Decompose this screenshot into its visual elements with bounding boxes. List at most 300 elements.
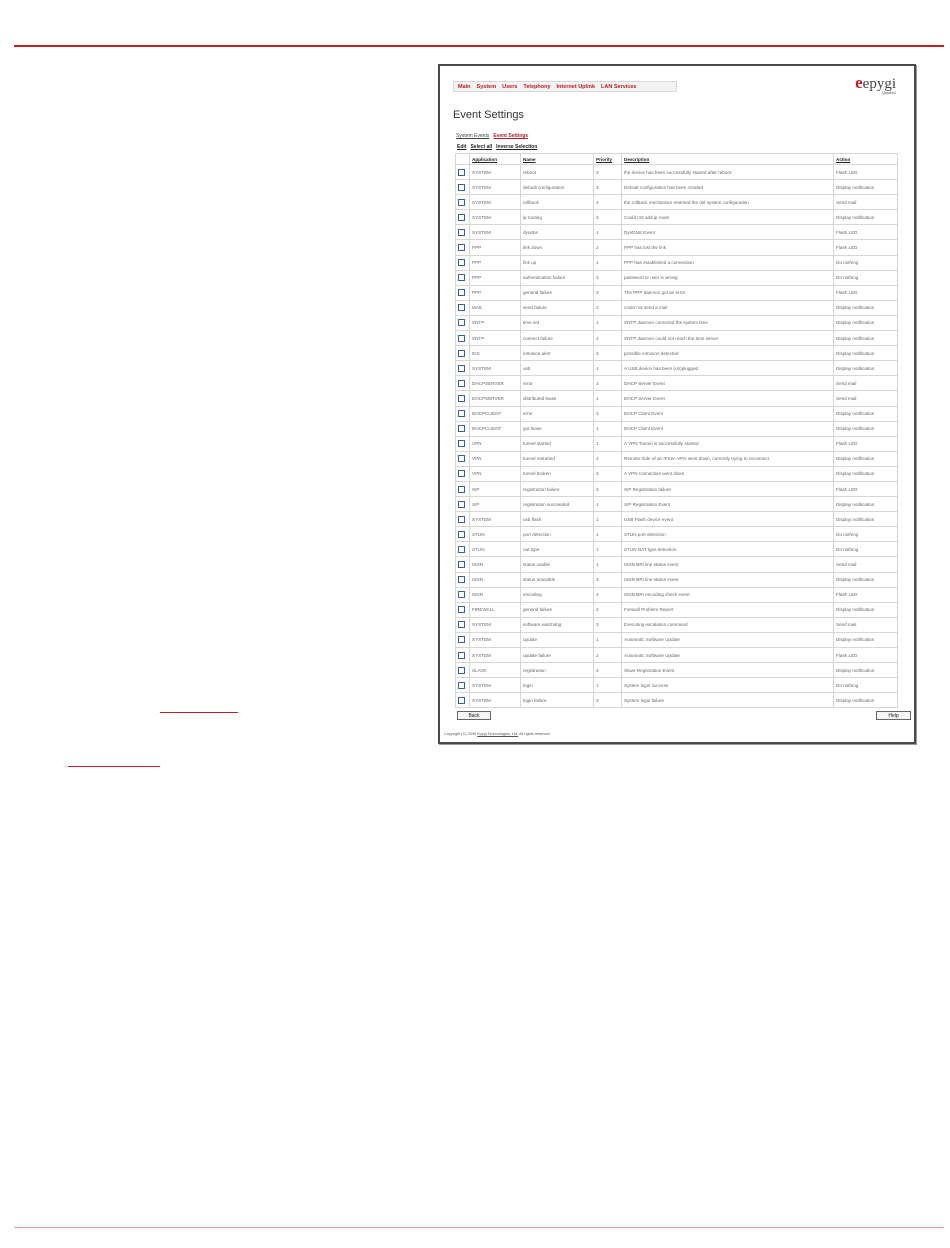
row-select-cell <box>456 331 470 346</box>
cell-description: A VPN Tunnel is successfully started <box>622 436 834 451</box>
cell-action: Display notification <box>834 346 898 361</box>
row-checkbox[interactable] <box>458 652 465 659</box>
table-row <box>456 331 898 346</box>
table-row <box>456 557 898 572</box>
cell-description: SNTP daemon corrected the system time <box>622 315 834 330</box>
row-checkbox[interactable] <box>458 470 465 477</box>
cell-application: PPP <box>470 255 521 270</box>
cell-name: rollback <box>521 195 594 210</box>
row-checkbox[interactable] <box>458 184 465 191</box>
cell-application: SYSTEM <box>470 165 521 180</box>
cell-action: Display notification <box>834 421 898 436</box>
cell-description: DHCP Server Event <box>622 391 834 406</box>
cell-priority: 1 <box>594 255 622 270</box>
row-checkbox[interactable] <box>458 199 465 206</box>
top-rule <box>14 45 944 47</box>
cell-description: ISDN BRI encoding check event <box>622 587 834 602</box>
cell-application: VPN <box>470 466 521 481</box>
cell-description: Slave Registration Event <box>622 663 834 678</box>
cell-action: Display notification <box>834 331 898 346</box>
row-checkbox[interactable] <box>458 425 465 432</box>
cell-name: status usable <box>521 557 594 572</box>
cell-priority: 2 <box>594 451 622 466</box>
table-row <box>456 678 898 693</box>
row-select-cell <box>456 451 470 466</box>
cell-description: A USB device has been (un)plugged <box>622 361 834 376</box>
cell-application: MAIL <box>470 300 521 315</box>
cell-name: usb <box>521 361 594 376</box>
cell-priority: 3 <box>594 165 622 180</box>
footer-company-link[interactable]: Epygi Technologies, Ltd. <box>477 732 519 736</box>
row-select-cell <box>456 300 470 315</box>
cell-description: The PPP daemon got an error <box>622 285 834 300</box>
cell-action: Send mail <box>834 617 898 632</box>
row-select-cell <box>456 210 470 225</box>
row-checkbox[interactable] <box>458 289 465 296</box>
row-select-cell <box>456 406 470 421</box>
row-select-cell <box>456 527 470 542</box>
cell-description: Automatic Software Update <box>622 632 834 647</box>
row-select-cell <box>456 270 470 285</box>
row-checkbox[interactable] <box>458 229 465 236</box>
row-checkbox[interactable] <box>458 455 465 462</box>
logo-model: QuadroX <box>881 91 896 95</box>
table-row <box>456 406 898 421</box>
cell-description: System login failure <box>622 693 834 708</box>
menu-item-telephony[interactable]: Telephony <box>523 83 551 90</box>
cell-priority: 1 <box>594 527 622 542</box>
cell-priority: 2 <box>594 648 622 663</box>
cell-application: SYSTEM <box>470 678 521 693</box>
cell-name: default configuration <box>521 180 594 195</box>
row-checkbox[interactable] <box>458 244 465 251</box>
cell-application: SYSTEM <box>470 632 521 647</box>
select-all-link[interactable]: Select all <box>470 144 493 150</box>
tab-system-events[interactable]: System Events <box>456 133 490 139</box>
cell-application: SYSTEM <box>470 512 521 527</box>
cell-application: SYSTEM <box>470 617 521 632</box>
table-row <box>456 481 898 496</box>
table-row <box>456 165 898 180</box>
cell-action: Send mail <box>834 376 898 391</box>
cell-action: Display notification <box>834 361 898 376</box>
cell-priority: 3 <box>594 406 622 421</box>
row-select-cell <box>456 285 470 300</box>
row-checkbox[interactable] <box>458 636 465 643</box>
row-select-cell <box>456 497 470 512</box>
edit-link[interactable]: Edit <box>457 144 467 150</box>
cell-priority: 1 <box>594 678 622 693</box>
cell-application: DHCPSERVER <box>470 376 521 391</box>
screenshot-frame <box>438 64 916 744</box>
cell-application: SYSTEM <box>470 361 521 376</box>
cell-name: nat type <box>521 542 594 557</box>
row-checkbox[interactable] <box>458 274 465 281</box>
row-checkbox[interactable] <box>458 561 465 568</box>
cell-priority: 3 <box>594 180 622 195</box>
table-row <box>456 195 898 210</box>
cell-application: DHCPSERVER <box>470 391 521 406</box>
cell-application: STUN <box>470 542 521 557</box>
cell-name: tunnel broken <box>521 466 594 481</box>
tab-event-settings[interactable]: Event Settings <box>493 133 529 139</box>
cell-name: error <box>521 376 594 391</box>
row-checkbox[interactable] <box>458 621 465 628</box>
cell-action: Flash LED <box>834 285 898 300</box>
table-row <box>456 587 898 602</box>
cell-name: registration failure <box>521 481 594 496</box>
table-row <box>456 315 898 330</box>
cell-description: could not send a mail <box>622 300 834 315</box>
cell-action: Display notification <box>834 497 898 512</box>
footer-prefix: Copyright (C) 2006 <box>444 732 478 736</box>
cell-application: VPN <box>470 436 521 451</box>
cell-description: the device has been successfully started after reboot <box>622 165 834 180</box>
row-checkbox[interactable] <box>458 516 465 523</box>
table-row <box>456 391 898 406</box>
cell-priority: 3 <box>594 617 622 632</box>
cell-priority: 3 <box>594 210 622 225</box>
table-row <box>456 648 898 663</box>
cell-application: DHCPCLIENT <box>470 421 521 436</box>
cell-name: tunnel restarted <box>521 451 594 466</box>
table-row <box>456 436 898 451</box>
cell-name: link down <box>521 240 594 255</box>
cell-name: dyndns <box>521 225 594 240</box>
row-select-cell <box>456 572 470 587</box>
row-select-cell <box>456 346 470 361</box>
row-select-cell <box>456 180 470 195</box>
cell-priority: 1 <box>594 421 622 436</box>
cell-application: SYSTEM <box>470 648 521 663</box>
cell-name: link up <box>521 255 594 270</box>
cell-name: distributed lease <box>521 391 594 406</box>
table-row <box>456 361 898 376</box>
cell-description: SIP Registration Event <box>622 497 834 512</box>
row-checkbox[interactable] <box>458 546 465 553</box>
cell-description: Automatic Software Update <box>622 648 834 663</box>
table-row <box>456 451 898 466</box>
row-checkbox[interactable] <box>458 214 465 221</box>
cell-priority: 1 <box>594 361 622 376</box>
table-actions <box>457 144 537 150</box>
table-row <box>456 466 898 481</box>
cell-action: Display notification <box>834 180 898 195</box>
cell-description: System login success <box>622 678 834 693</box>
row-checkbox[interactable] <box>458 304 465 311</box>
cell-application: ISDN <box>470 587 521 602</box>
row-checkbox[interactable] <box>458 486 465 493</box>
row-checkbox[interactable] <box>458 667 465 674</box>
cell-action: Display notification <box>834 602 898 617</box>
cell-action: Display notification <box>834 663 898 678</box>
cell-priority: 3 <box>594 346 622 361</box>
table-row <box>456 512 898 527</box>
cell-action: Display notification <box>834 451 898 466</box>
cell-priority: 3 <box>594 466 622 481</box>
table-body <box>456 165 898 708</box>
table-row <box>456 376 898 391</box>
cell-action: Do nothing <box>834 527 898 542</box>
cell-priority: 1 <box>594 315 622 330</box>
cell-description: Firewall Problem Report <box>622 602 834 617</box>
cell-priority: 3 <box>594 195 622 210</box>
cell-name: software watchdog <box>521 617 594 632</box>
cell-application: SIP <box>470 481 521 496</box>
row-select-cell <box>456 195 470 210</box>
row-select-cell <box>456 315 470 330</box>
cell-name: authentication failure <box>521 270 594 285</box>
cell-priority: 3 <box>594 572 622 587</box>
cell-description: ISDN BRI line status event <box>622 572 834 587</box>
table-row <box>456 346 898 361</box>
cell-application: SNTP <box>470 331 521 346</box>
table-header-row <box>456 154 898 165</box>
cell-action: Display notification <box>834 315 898 330</box>
row-select-cell <box>456 376 470 391</box>
cell-application: PPP <box>470 240 521 255</box>
cell-application: SYSTEM <box>470 180 521 195</box>
column-header-action[interactable]: Action <box>834 154 898 165</box>
row-select-cell <box>456 361 470 376</box>
cell-description: password or user is wrong <box>622 270 834 285</box>
table-row <box>456 240 898 255</box>
cell-application: IDS <box>470 346 521 361</box>
column-header-priority[interactable]: Priority <box>594 154 622 165</box>
cell-description: Remote Side of an IPSec-VPN went down, currently trying to reconnect <box>622 451 834 466</box>
cell-description: Could not add ip route <box>622 210 834 225</box>
row-checkbox[interactable] <box>458 410 465 417</box>
row-checkbox[interactable] <box>458 531 465 538</box>
row-select-cell <box>456 602 470 617</box>
cell-action: Flash LED <box>834 240 898 255</box>
cell-description: STUN port detection <box>622 527 834 542</box>
cell-name: encoding <box>521 587 594 602</box>
logo-mark-icon: e <box>855 73 863 92</box>
cell-description: Executing escalation command <box>622 617 834 632</box>
epygi-logo <box>855 73 896 95</box>
cell-action: Do nothing <box>834 270 898 285</box>
row-select-cell <box>456 648 470 663</box>
row-select-cell <box>456 617 470 632</box>
table-row <box>456 527 898 542</box>
cell-action: Display notification <box>834 693 898 708</box>
select-column-header <box>456 154 470 165</box>
cell-action: Display notification <box>834 210 898 225</box>
back-button[interactable]: Back <box>457 711 491 720</box>
left-link-underline <box>160 712 238 713</box>
cell-action: Flash LED <box>834 225 898 240</box>
cell-description: possible intrusion detected <box>622 346 834 361</box>
cell-name: status unusable <box>521 572 594 587</box>
table-row <box>456 602 898 617</box>
cell-action: Display notification <box>834 572 898 587</box>
cell-description: PPP has established a connection <box>622 255 834 270</box>
cell-name: connect failure <box>521 331 594 346</box>
row-select-cell <box>456 255 470 270</box>
table-row <box>456 572 898 587</box>
cell-name: registration succeeded <box>521 497 594 512</box>
column-header-application[interactable]: Application <box>470 154 521 165</box>
table-row <box>456 617 898 632</box>
cell-priority: 3 <box>594 693 622 708</box>
cell-priority: 1 <box>594 497 622 512</box>
row-select-cell <box>456 557 470 572</box>
cell-priority: 1 <box>594 512 622 527</box>
table-row <box>456 542 898 557</box>
cell-application: FIREWALL <box>470 602 521 617</box>
row-checkbox[interactable] <box>458 169 465 176</box>
row-select-cell <box>456 481 470 496</box>
cell-name: send failure <box>521 300 594 315</box>
cell-name: update failure <box>521 648 594 663</box>
table-row <box>456 255 898 270</box>
cell-application: DHCPCLIENT <box>470 406 521 421</box>
cell-application: VPN <box>470 451 521 466</box>
row-checkbox[interactable] <box>458 365 465 372</box>
footer-suffix: All rights reserved. <box>518 732 551 736</box>
cell-application: ISDN <box>470 572 521 587</box>
cell-name: port detection <box>521 527 594 542</box>
cell-name: ip routing <box>521 210 594 225</box>
cell-action: Flash LED <box>834 165 898 180</box>
cell-name: registration <box>521 663 594 678</box>
cell-name: intrusion alert <box>521 346 594 361</box>
cell-priority: 3 <box>594 663 622 678</box>
row-select-cell <box>456 436 470 451</box>
cell-name: usb flash <box>521 512 594 527</box>
row-select-cell <box>456 165 470 180</box>
cell-priority: 3 <box>594 481 622 496</box>
cell-name: general failure <box>521 285 594 300</box>
cell-name: login failure <box>521 693 594 708</box>
event-tabs <box>456 133 528 139</box>
cell-priority: 3 <box>594 587 622 602</box>
cell-name: got lease <box>521 421 594 436</box>
table-row <box>456 497 898 512</box>
table-row <box>456 693 898 708</box>
cell-description: A VPN connection went down <box>622 466 834 481</box>
table-row <box>456 300 898 315</box>
cell-action: Send mail <box>834 557 898 572</box>
cell-action: Flash LED <box>834 648 898 663</box>
cell-application: SYSTEM <box>470 225 521 240</box>
cell-priority: 1 <box>594 632 622 647</box>
cell-action: Display notification <box>834 406 898 421</box>
cell-description: DHCP Client Event <box>622 406 834 421</box>
row-select-cell <box>456 663 470 678</box>
cell-action: Flash LED <box>834 587 898 602</box>
table-row <box>456 632 898 647</box>
cell-description: USB Flash device event <box>622 512 834 527</box>
menu-item-lan-services[interactable]: LAN Services <box>601 83 637 90</box>
cell-application: SYSTEM <box>470 195 521 210</box>
cell-name: reboot <box>521 165 594 180</box>
inverse-selection-link[interactable]: Inverse Selection <box>496 144 538 150</box>
cell-priority: 3 <box>594 270 622 285</box>
menu-item-system[interactable]: System <box>476 83 497 90</box>
row-checkbox[interactable] <box>458 591 465 598</box>
row-checkbox[interactable] <box>458 380 465 387</box>
page-title: Event Settings <box>453 109 524 121</box>
cell-description: SIP Registration failure <box>622 481 834 496</box>
row-checkbox[interactable] <box>458 440 465 447</box>
cell-description: Default configuration has been created <box>622 180 834 195</box>
cell-action: Do nothing <box>834 678 898 693</box>
row-checkbox[interactable] <box>458 697 465 704</box>
row-checkbox[interactable] <box>458 501 465 508</box>
row-checkbox[interactable] <box>458 319 465 326</box>
cell-priority: 1 <box>594 542 622 557</box>
cell-priority: 2 <box>594 331 622 346</box>
row-select-cell <box>456 240 470 255</box>
cell-priority: 1 <box>594 436 622 451</box>
cell-application: STUN <box>470 527 521 542</box>
cell-action: Do nothing <box>834 255 898 270</box>
table-row <box>456 270 898 285</box>
row-checkbox[interactable] <box>458 259 465 266</box>
cell-application: SYSTEM <box>470 693 521 708</box>
row-select-cell <box>456 542 470 557</box>
cell-name: update <box>521 632 594 647</box>
help-button[interactable]: Help <box>876 711 911 720</box>
row-checkbox[interactable] <box>458 335 465 342</box>
cell-application: PPP <box>470 285 521 300</box>
menu-item-users[interactable]: Users <box>502 83 518 90</box>
row-checkbox[interactable] <box>458 395 465 402</box>
cell-description: DHCP Client Event <box>622 421 834 436</box>
row-checkbox[interactable] <box>458 350 465 357</box>
cell-action: Display notification <box>834 300 898 315</box>
row-select-cell <box>456 421 470 436</box>
table-row <box>456 180 898 195</box>
row-checkbox[interactable] <box>458 682 465 689</box>
table-row <box>456 421 898 436</box>
cell-action: Send mail <box>834 195 898 210</box>
row-select-cell <box>456 632 470 647</box>
cell-description: STUN NAT type detection <box>622 542 834 557</box>
cell-description: SNTP daemon could not reach the time server <box>622 331 834 346</box>
row-select-cell <box>456 587 470 602</box>
cell-application: SYSTEM <box>470 210 521 225</box>
cell-name: time set <box>521 315 594 330</box>
cell-action: Display notification <box>834 466 898 481</box>
logo-brand: epygi <box>862 76 896 92</box>
cell-application: SLAVE <box>470 663 521 678</box>
table-row <box>456 285 898 300</box>
cell-priority: 2 <box>594 240 622 255</box>
event-settings-table <box>455 153 898 708</box>
column-header-name[interactable]: Name <box>521 154 594 165</box>
cell-priority: 3 <box>594 285 622 300</box>
left-link-underline <box>68 766 160 767</box>
cell-description: the rollback mechanism restored the old system configuration <box>622 195 834 210</box>
cell-description: ISDN BRI line status event <box>622 557 834 572</box>
row-checkbox[interactable] <box>458 606 465 613</box>
cell-priority: 1 <box>594 225 622 240</box>
menu-item-internet-uplink[interactable]: Internet Uplink <box>556 83 596 90</box>
cell-application: ISDN <box>470 557 521 572</box>
cell-action: Do nothing <box>834 542 898 557</box>
row-select-cell <box>456 466 470 481</box>
copyright-footer <box>444 732 551 736</box>
main-menu <box>453 81 677 92</box>
menu-item-main[interactable]: Main <box>458 83 471 90</box>
row-checkbox[interactable] <box>458 576 465 583</box>
cell-name: login <box>521 678 594 693</box>
cell-priority: 1 <box>594 557 622 572</box>
column-header-description[interactable]: Description <box>622 154 834 165</box>
